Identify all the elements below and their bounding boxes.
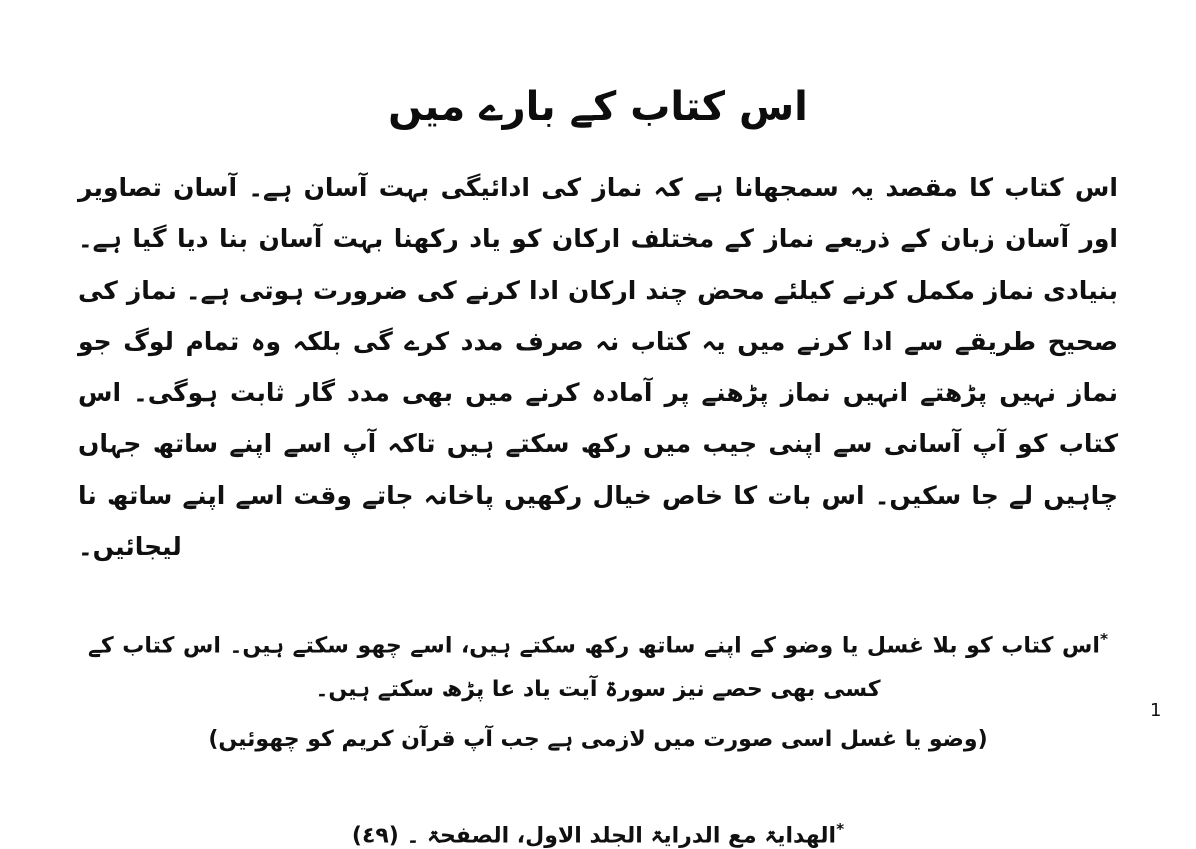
footnote-marker-icon: * — [1099, 630, 1108, 648]
footnote-line-one-text: اس کتاب کو بلا غسل یا وضو کے اپنے ساتھ رکھ سکتے ہیں، اسے چھو سکتے ہیں۔ اس کتاب کے کسی بھی حصے نیز سورۃ آیت یاد عا پڑھ سکتے ہیں۔ — [88, 633, 1100, 703]
page-number: 1 — [1150, 700, 1162, 721]
reference-text: الھدایۃ مع الدرایۃ الجلد الاول، الصفحۃ ۔ (٤٩) — [351, 823, 837, 849]
footnote-block — [70, 624, 1126, 762]
body-text — [78, 162, 1118, 572]
reference-citation — [70, 820, 1126, 848]
page-title: اس کتاب کے بارے میں — [388, 84, 808, 130]
paragraph: اس کتاب کا مقصد یہ سمجھانا ہے کہ نماز کی ادائیگی بہت آسان ہے۔ آسان تصاویر اور آسان زبان کے ذریعے نماز کے مختلف ارکان کو یاد رکھنا بہت آسان بنا دیا گیا ہے۔ بنیادی نماز مکمل کرنے کیلئے محض چند ارکان ادا کرنے کی ضرورت ہوتی ہے۔ نماز کی صحیح طریقے سے ادا کرنے میں یہ کتاب نہ صرف مدد کرے گی بلکہ وہ تمام لوگ جو نماز نہیں پڑھتے انہیں نماز پڑھنے پر آمادہ کرنے میں بھی مدد گار ثابت ہوگی۔ اس کتاب کو آپ آسانی سے اپنی جیب میں رکھ سکتے ہیں تاکہ آپ اسے اپنے ساتھ جہاں چاہیں لے جا سکیں۔ اس بات کا خاص خیال رکھیں پاخانہ جاتے وقت اسے اپنے ساتھ نا لیجائیں۔ — [78, 173, 1118, 561]
footnote-line-one — [88, 624, 1108, 712]
reference-marker-icon: * — [836, 820, 845, 839]
footnote-line-two: (وضو یا غسل اسی صورت میں لازمی ہے جب آپ قرآن کریم کو چھوئیں) — [208, 727, 988, 753]
